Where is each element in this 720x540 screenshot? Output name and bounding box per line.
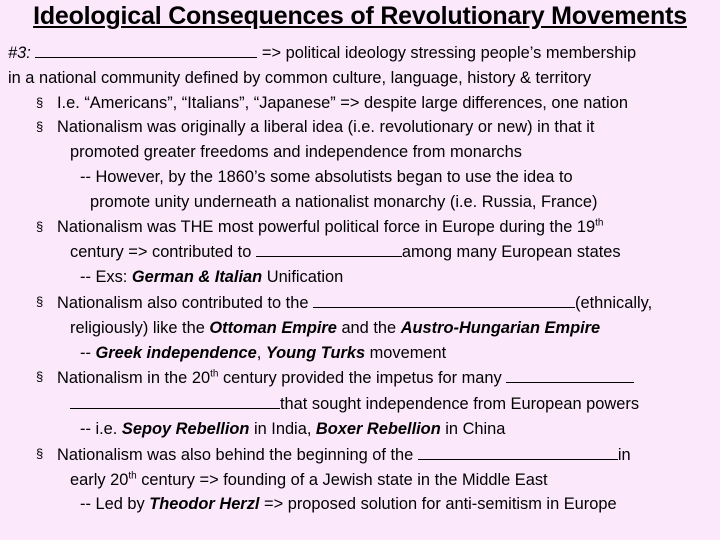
slide-title: Ideological Consequences of Revolutionary Movements	[33, 2, 687, 30]
item-number: #3:	[8, 44, 31, 62]
bullet-icon: §	[36, 369, 44, 385]
bullet-icon: §	[36, 218, 44, 234]
blank-fill-in	[256, 239, 402, 257]
bullet-continuation: religiously) like the Ottoman Empire and the Austro-Hungarian Empire	[70, 318, 601, 337]
blank-fill-in	[418, 442, 618, 460]
sub-point: -- Greek independence, Young Turks movement	[80, 343, 447, 362]
sub-point: -- Led by Theodor Herzl => proposed solution for anti-semitism in Europe	[80, 495, 617, 514]
bullet-continuation: that sought independence from European powers	[8, 391, 714, 417]
bullet-item: § I.e. “Americans”, “Italians”, “Japanese” => despite large differences, one nation	[8, 91, 714, 116]
blank-fill-in	[70, 391, 280, 409]
bullet-icon: §	[36, 94, 44, 110]
definition-line-1: #3: => political ideology stressing people’s membership	[8, 40, 714, 66]
bullet-item: § Nationalism was originally a liberal idea (i.e. revolutionary or new) in that it	[8, 115, 714, 140]
bullet-item: § Nationalism in the 20th century provided the impetus for many	[8, 365, 714, 391]
slide-content	[8, 40, 714, 517]
blank-fill-in	[506, 365, 634, 383]
bullet-icon: §	[36, 119, 44, 135]
blank-fill-in	[313, 290, 575, 308]
bullet-continuation: early 20th century => founding of a Jewish state in the Middle East	[70, 470, 548, 489]
sub-point: -- i.e. Sepoy Rebellion in India, Boxer Rebellion in China	[80, 419, 506, 438]
definition-line-2: in a national community defined by common culture, language, history & territory	[8, 68, 592, 87]
bullet-icon: §	[36, 445, 44, 461]
sub-point: -- However, by the 1860’s some absolutists began to use the idea to	[80, 167, 573, 186]
sub-point-continuation: promote unity underneath a nationalist monarchy (i.e. Russia, France)	[90, 192, 598, 211]
bullet-continuation: promoted greater freedoms and independence from monarchs	[70, 143, 522, 162]
bullet-item: § Nationalism was also behind the beginning of the in	[8, 442, 714, 468]
bullet-icon: §	[36, 293, 44, 309]
bullet-continuation: century => contributed to among many European states	[8, 239, 714, 265]
sub-point: -- Exs: German & Italian Unification	[80, 268, 344, 287]
bullet-item: § Nationalism was THE most powerful political force in Europe during the 19th	[8, 215, 714, 240]
blank-fill-in	[35, 40, 257, 58]
bullet-item: § Nationalism also contributed to the (ethnically,	[8, 290, 714, 316]
